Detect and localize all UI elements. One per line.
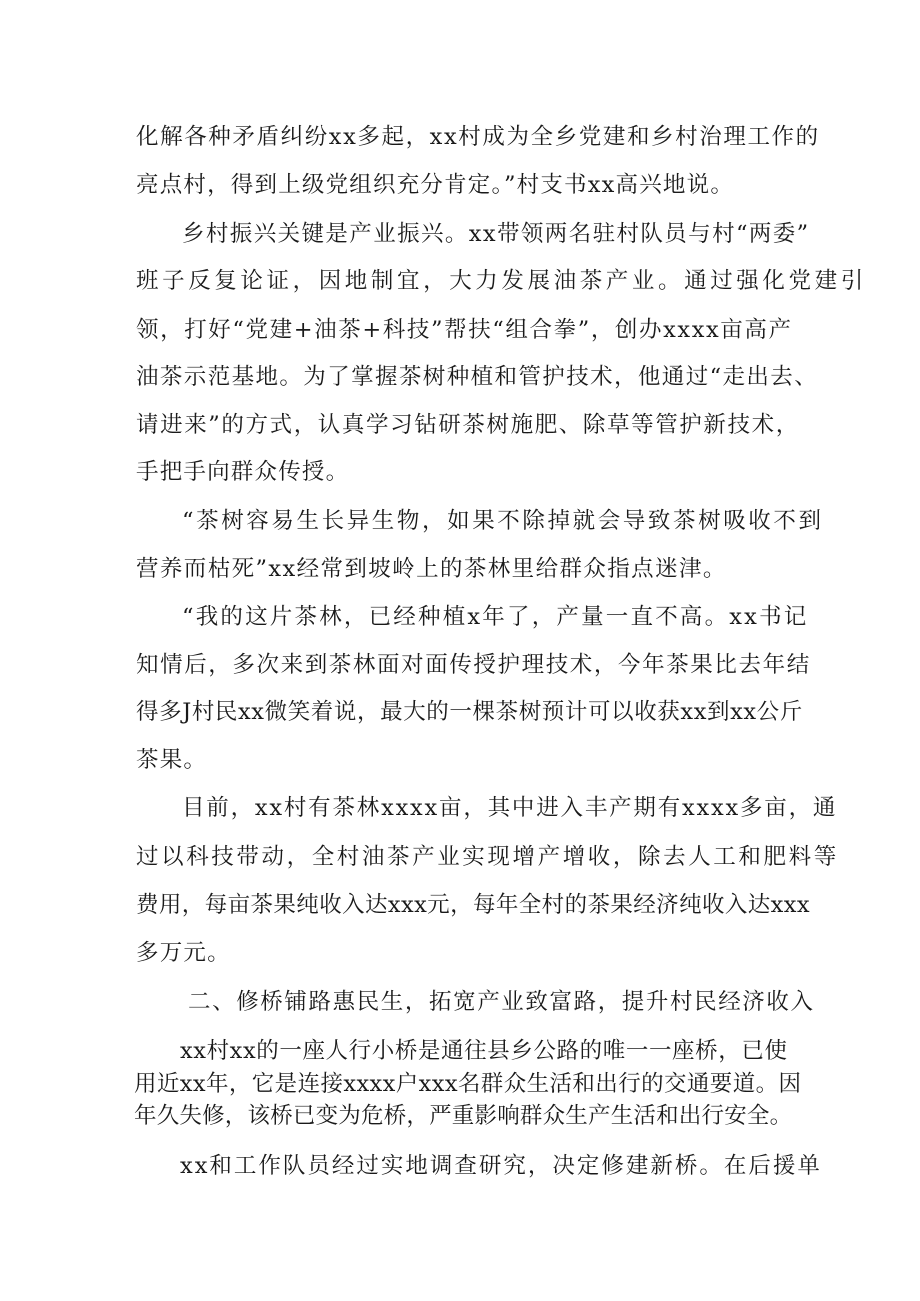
document-page: 化解各种矛盾纠纷xx多起，xx村成为全乡党建和乡村治理工作的 亮点村，得到上级党组织充分肯定。”村支书xx高兴地说。 乡村振兴关键是产业振兴。xx带领两名驻村队员与村“两委” 班子反复论证，因地制宜，大力发展油茶产业。通过强化党建引 领，打好“党建+油茶+科技”帮扶“组合拳”，创办xxxx亩高产 油茶示范基地。为了掌握茶树种植和管护技术，他通过“走出去、 请进来”的方式，认真学习钻研茶树施肥、除草等管护新技术， 手把手向群众传授。 “茶树容易生长异生物，如果不除掉就会导致茶树吸收不到 营养而枯死”xx经常到坡岭上的茶林里给群众指点迷津。 “我的这片茶林，已经种植x年了，产量一直不高。xx书记 知情后，多次来到茶林面对面传授护理技术，今年茶果比去年结 得多J村民xx微笑着说，最大的一棵茶树预计可以收获xx到xx公斤 茶果。 目前，xx村有茶林xxxx亩，其中进入丰产期有xxxx多亩，通 过以科技带动，全村油茶产业实现增产增收，除去人工和肥料等 费用，每亩茶果纯收入达xxx元，每年全村的茶果经济纯收入达xxx 多万元。 二、修桥铺路惠民生，拓宽产业致富路，提升村民经济收入 xx村xx的一座人行小桥是通往县乡公路的唯一一座桥，已使 用近xx年，它是连接xxxx户xxx名群众生活和出行的交通要道。因 年久失修，该桥已变为危桥，严重影响群众生产生活和出行安全。 xx和工作队员经过实地调查研究，决定修建新桥。在后援单 [0,0,920,1301]
